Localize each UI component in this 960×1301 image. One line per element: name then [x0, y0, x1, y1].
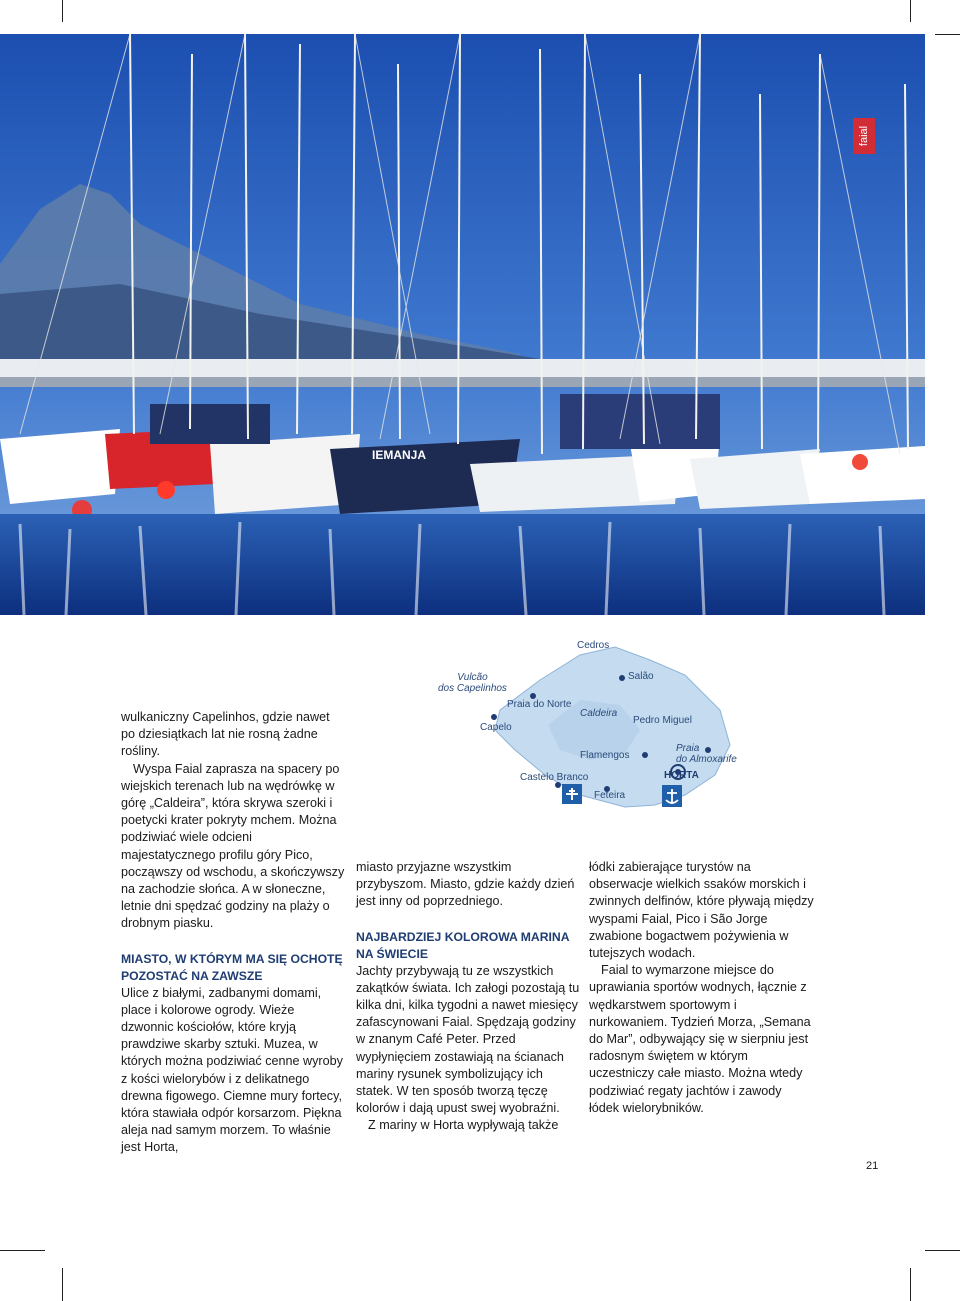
map-label-vulcao: Vulcão dos Capelinhos: [438, 672, 507, 694]
map-label-horta: HORTA: [664, 770, 699, 781]
page-number: 21: [866, 1160, 879, 1172]
map-label-salao: Salão: [628, 671, 654, 682]
crop-mark: [910, 1268, 911, 1301]
paragraph: wulkaniczny Capelinhos, gdzie nawet po dziesiątkach lat nie rosną żadne rośliny.: [121, 710, 330, 759]
island-map: [430, 635, 770, 825]
map-label-pedro-miguel: Pedro Miguel: [633, 715, 692, 726]
map-label-castelo-branco: Castelo Branco: [520, 772, 589, 783]
paragraph: Jachty przybywają tu ze wszystkich zakątków świata. Ich załogi pozostają tu kilka dni, kilka tygodni a nawet miesięcy zafascynowani Faial. Spędzają godziny w znanym Café Peter. Przed wypłynięciem zostawiają na ścianach mariny rysunek symbolizujący ich statek. W ten sposób tworzą tęczę kolorów i dają upust swej wyobraźni.: [356, 963, 580, 1116]
crop-mark: [62, 1268, 63, 1301]
text-column-3: [589, 859, 814, 1117]
paragraph: łódki zabierające turystów na obserwacje wielkich ssaków morskich i zwinnych delfinów, które pływają między wyspami Faial, Pico i São Jorge zwabione bogactwem pożywienia w tutejszych wodach.: [589, 860, 814, 961]
crop-mark: [0, 1250, 45, 1251]
map-label-cedros: Cedros: [577, 640, 610, 651]
section-tab-label: faial: [858, 125, 870, 147]
text-column-1: [121, 709, 346, 1157]
crop-mark: [62, 0, 63, 22]
section-heading: MIASTO, W KTÓRYM MA SIĘ OCHOTĘ POZOSTAĆ NA ZAWSZE: [121, 951, 343, 983]
crop-mark: [925, 1250, 960, 1251]
crop-mark: [935, 34, 960, 35]
map-label-praia-do-almoxarife: Praia do Almoxarife: [676, 743, 737, 765]
paragraph: Ulice z białymi, zadbanymi domami, place i kolorowe ogrody. Wieże dzwonnic kościołów, które kryją prawdziwe skarby sztuki. Muzea, w których można podziwiać cenne wyroby z kości wielorybów i z delikatnego drewna figowego. Ciemne mury fortecy, która stawiała odpór korsarzom. Piękna aleja nad samym morzem. To właśnie jest Horta,: [121, 985, 343, 1155]
paragraph: Faial to wymarzone miejsce do uprawiania sportów wodnych, łącznie z wędkarstwem sportowym i nurkowaniem. Tydzień Morza, „Semana do Mar”, odbywający się w sierpniu jest radosnym świętem w którym uczestniczy całe miasto. Można wtedy podziwiać regaty jachtów i zawody łódek wielorybników.: [589, 963, 811, 1115]
paragraph: Z mariny w Horta wypływają także: [368, 1118, 559, 1133]
map-label-flamengos: Flamengos: [580, 750, 630, 761]
map-label-capelo: Capelo: [480, 722, 512, 733]
paragraph: Wyspa Faial zaprasza na spacery po wiejskich terenach lub na wędrówkę w górę „Caldeira”, która skrywa szeroki i poetycki krater pokryty mchem. Można podziwiać wiele odcieni majestatycznego profilu góry Pico, począwszy od wschodu, a skończywszy na zachodzie słońca. A w słoneczne, letnie dni spędzać godziny na plaży o drobnym piasku.: [121, 761, 345, 931]
paragraph: miasto przyjazne wszystkim przybyszom. Miasto, gdzie każdy dzień jest inny od poprzedniego.: [356, 860, 575, 909]
map-label-feteira: Feteira: [594, 790, 626, 801]
map-label-praia-do-norte: Praia do Norte: [507, 699, 572, 710]
marina-photo: [0, 34, 925, 615]
text-column-2: [356, 859, 581, 1135]
section-heading: NAJBARDZIEJ KOLOROWA MARINA NA ŚWIECIE: [356, 929, 570, 961]
section-tab: [853, 118, 875, 154]
map-label-caldeira: Caldeira: [580, 708, 618, 719]
crop-mark: [910, 0, 911, 22]
svg-text:IEMANJA: IEMANJA: [372, 448, 427, 462]
